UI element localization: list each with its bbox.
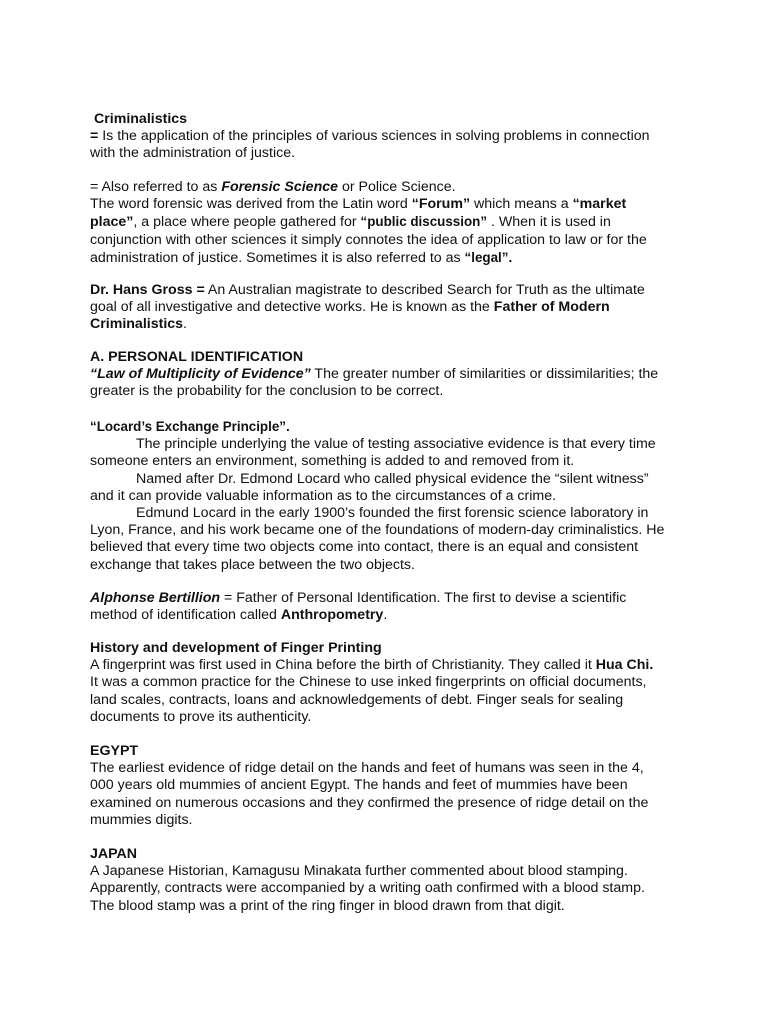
personal-identification-block [90,349,690,401]
anthropometry-term: Anthropometry [280,607,384,624]
place-term: place” [90,214,134,231]
also-prefix: = Also referred to as [90,179,222,195]
egypt-block [90,743,690,829]
law-text-1: The greater number of similarities or dissimilarities; the [310,366,659,383]
forensic-origin-text: The word forensic was derived from the Latin word [90,196,412,213]
locard-p1-1: The principle underlying the value of testing associative evidence is that every time [136,436,656,453]
definition-equals: = [90,128,99,145]
bertillion-text-1: = Father of Personal Identification. The first to devise a scientific [220,590,627,606]
egypt-text-1: The earliest evidence of ridge detail on the hands and feet of humans was seen in the 4, [90,760,644,777]
history-text-2: It was a common practice for the Chinese to use inked fingerprints on official documents, [90,674,647,691]
history-text-3: land scales, contracts, loans and acknowledgements of debt. Finger seals for sealing [90,691,624,708]
locard-p2-2: and it can provide valuable information as to the circumstances of a crime. [90,487,557,504]
japan-block [90,846,690,915]
administration-text: administration of justice. Sometimes it is also referred to as [90,249,465,266]
history-block [90,640,690,726]
locard-p2-1: Named after Dr. Edmond Locard who called physical evidence the “silent witness” [136,470,649,487]
also-suffix: or Police Science. [338,179,456,195]
bertillion-text-2: method of identification called [90,607,281,624]
egypt-text-2: 000 years old mummies of ancient Egypt. The hands and feet of mummies have been [90,777,628,794]
law-multiplicity-title: “Law of Multiplicity of Evidence” [90,366,311,383]
egypt-heading: EGYPT [90,743,139,759]
egypt-text-3: examined on numerous occasions and they confirmed the presence of ridge detail on the [90,794,649,811]
history-text-1: A fingerprint was first used in China before the birth of Christianity. They called it [90,657,596,674]
hans-gross-text-1: An Australian magistrate to described Search for Truth as the ultimate [204,282,645,298]
place-text: , a place where people gathered for [133,214,361,231]
hans-gross-text-2: goal of all investigative and detective works. He is known as the [90,299,494,316]
japan-text-2: Apparently, contracts were accompanied by a writing oath confirmed with a blood stamp. [90,880,645,897]
definition-text-1: Is the application of the principles of various sciences in solving problems in connection [98,128,650,145]
father-term: Father of Modern [493,299,610,316]
conjunction-text: conjunction with other sciences it simply connotes the idea of application to law or for the [90,231,647,248]
hua-chi-term: Hua Chi. [595,657,654,674]
criminalistics-title: Criminalistics [94,111,188,127]
legal-term: “legal”. [464,249,513,265]
japan-text-3: The blood stamp was a print of the ring finger in blood drawn from that digit. [90,897,565,914]
japan-heading: JAPAN [90,846,138,862]
bertillion-block [90,590,690,624]
hans-gross-block [90,282,690,334]
period: . [383,607,388,624]
market-term: “market [572,196,627,213]
history-heading: History and development of Finger Printing [90,640,382,656]
japan-text-1: A Japanese Historian, Kamagusu Minakata further commented about blood stamping. [90,863,628,880]
period: . [183,316,187,333]
criminalistics-block [90,111,690,163]
egypt-text-4: mummies digits. [90,811,193,828]
locard-block [90,418,690,574]
section-a-heading: A. PERSONAL IDENTIFICATION [90,349,304,365]
definition-text-2: with the administration of justice. [90,145,296,162]
public-discussion-term: “public discussion” [360,214,488,230]
bertillion-name: Alphonse Bertillion [90,590,221,606]
locard-p1-2: someone enters an environment, something is added to and removed from it. [90,453,575,470]
criminalistics-term: Criminalistics [90,316,184,333]
locard-p3-2: Lyon, France, and his work became one of the foundations of modern-day criminalistics. He [90,522,665,539]
locard-p3-3: believed that every time two objects come into contact, there is an equal and consistent [90,539,639,556]
locard-heading: “Locard’s Exchange Principle”. [90,419,290,434]
forensic-science-block [90,179,690,267]
place-text-b: . When it is used in [487,214,611,231]
law-text-2: greater is the probability for the conclusion to be correct. [90,383,444,400]
forensic-science-term: Forensic Science [221,179,339,195]
forensic-origin-text-b: which means a [470,196,573,213]
forum-term: “Forum” [411,196,471,213]
hans-gross-name: Dr. Hans Gross = [90,282,205,298]
locard-p3-1: Edmund Locard in the early 1900’s founded the first forensic science laboratory in [136,505,649,522]
locard-p3-4: exchange that takes place between the two objects. [90,556,415,573]
history-text-4: documents to prove its authenticity. [90,708,312,725]
